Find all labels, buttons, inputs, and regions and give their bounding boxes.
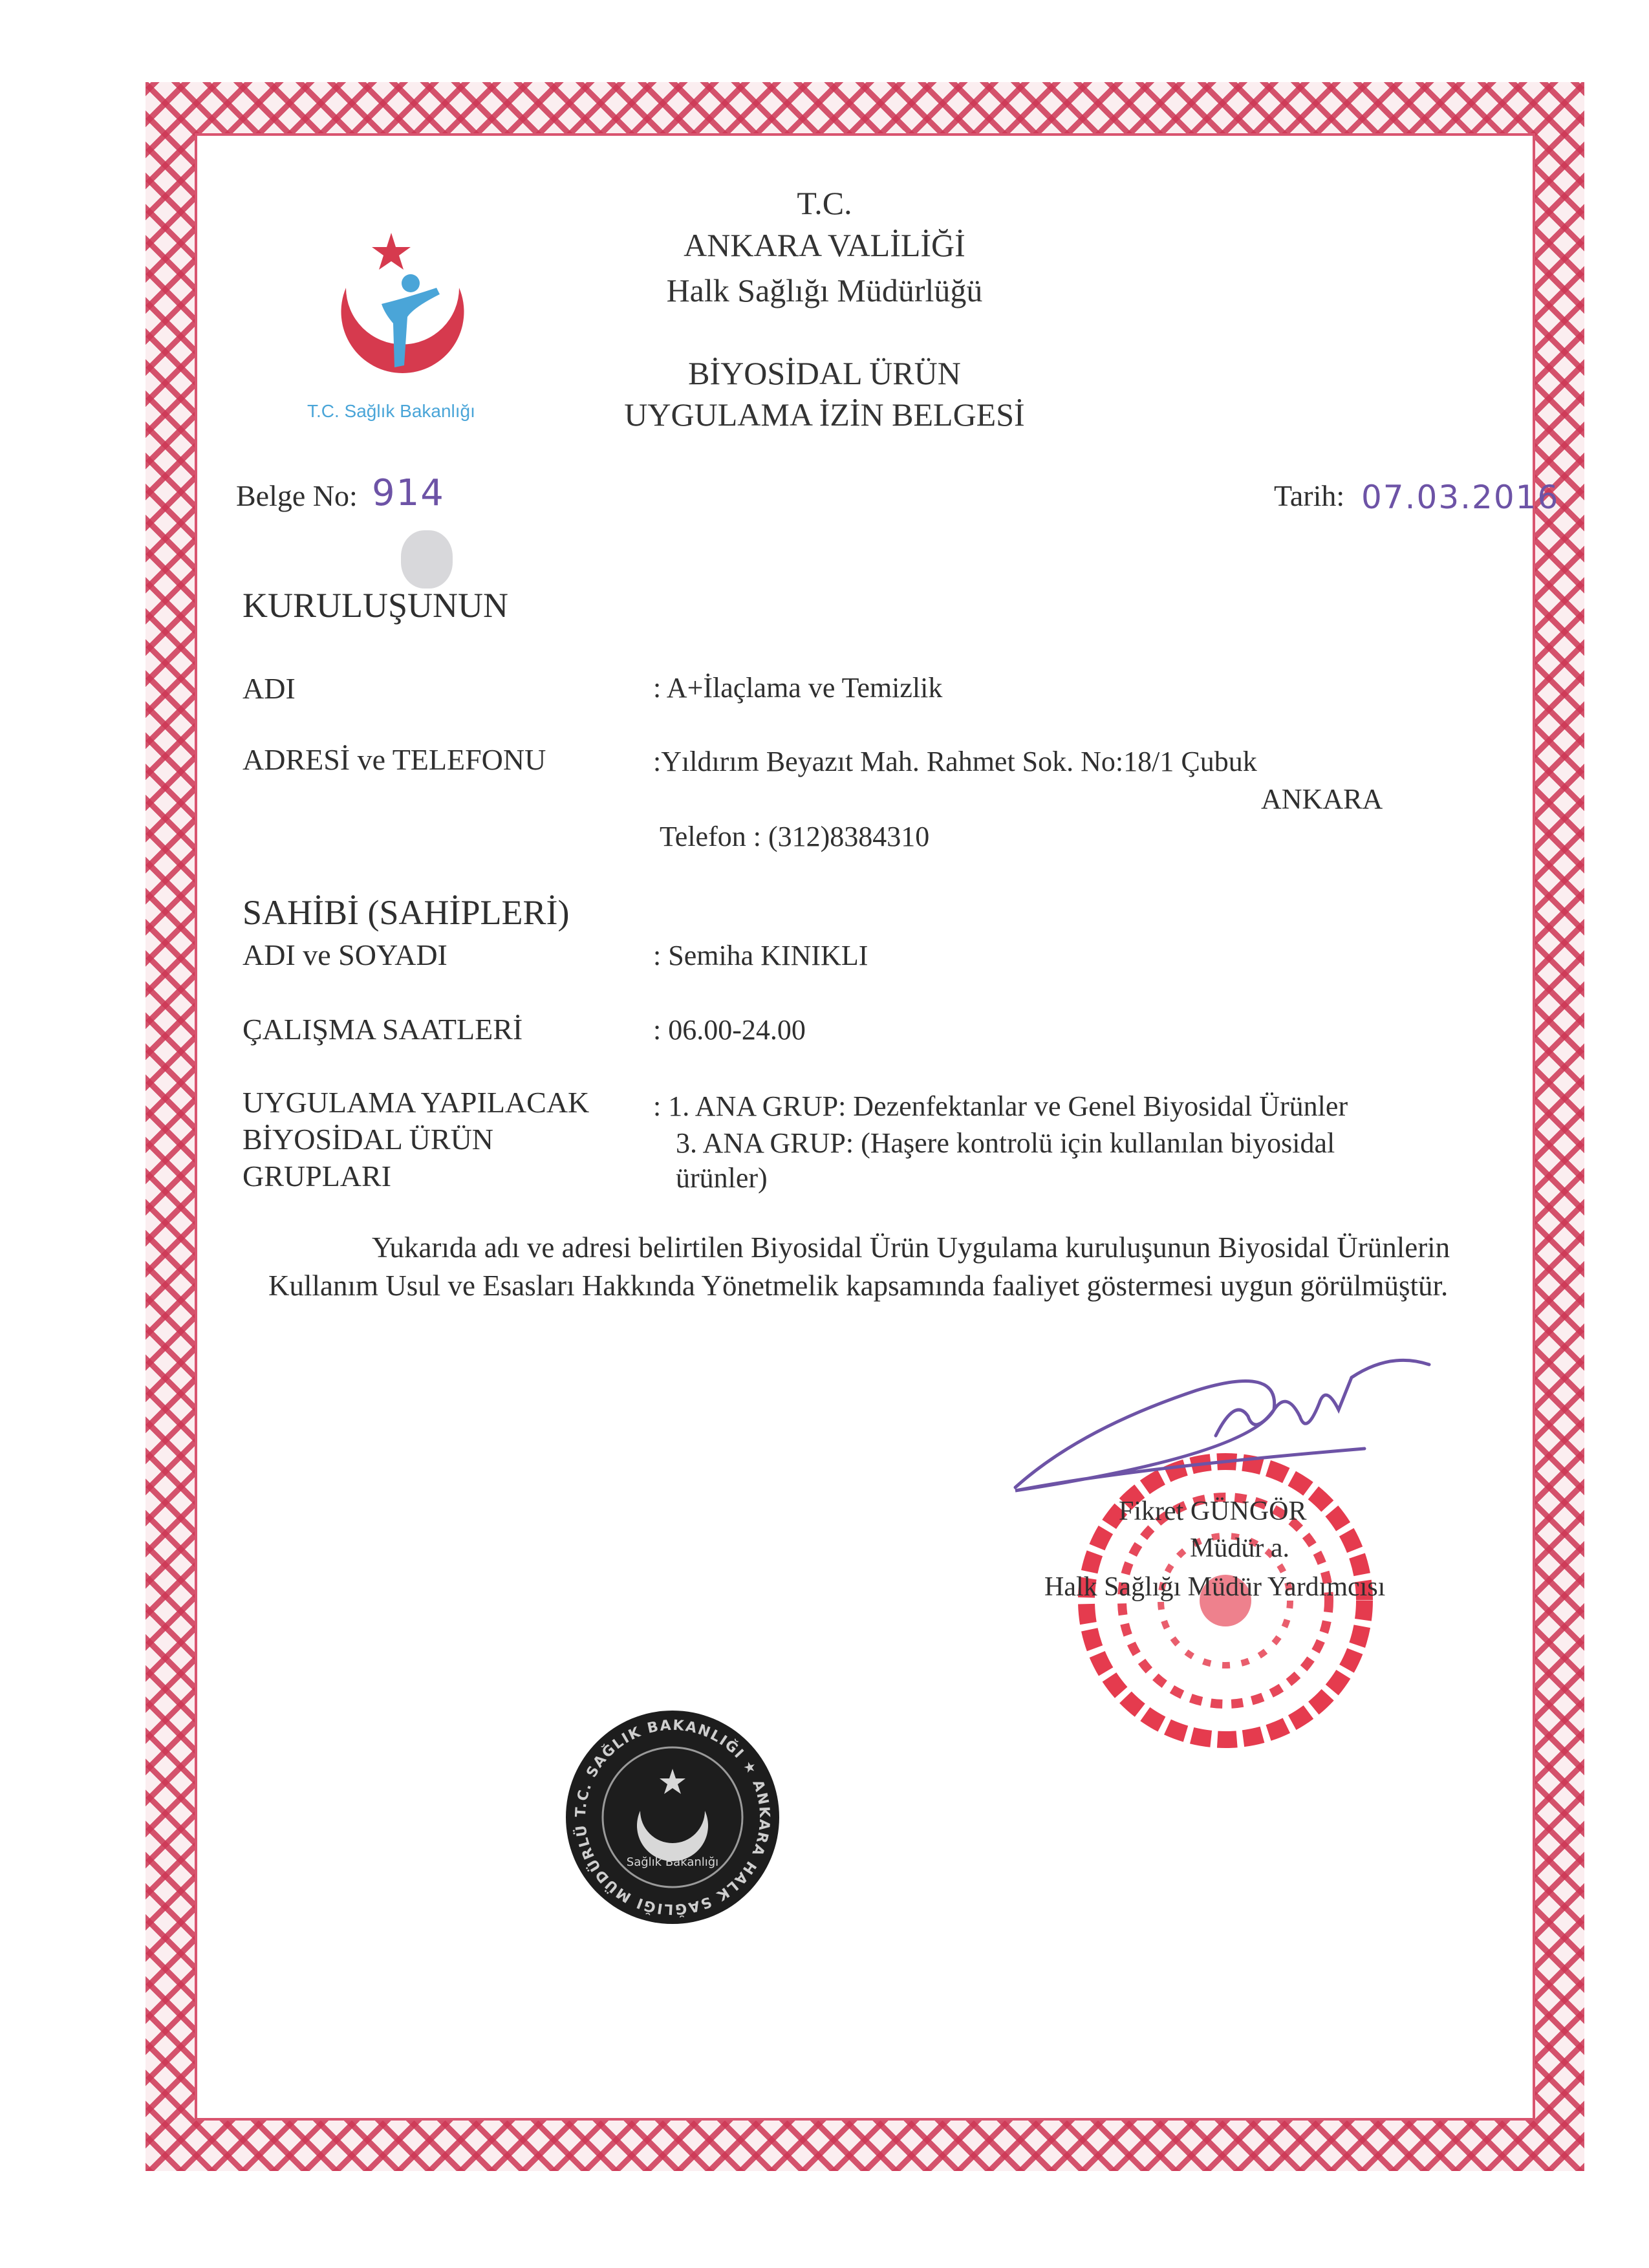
approval-paragraph [268, 1229, 1471, 1304]
signatory-role2: Halk Sağlığı Müdür Yardımcısı [1044, 1572, 1386, 1602]
grup-value-line3: ürünler) [676, 1162, 768, 1194]
adres-label: ADRESİ ve TELEFONU [242, 743, 546, 776]
header-tc: T.C. [797, 185, 852, 221]
handwritten-signature [1002, 1339, 1442, 1507]
telefon-value: Telefon : (312)8384310 [660, 821, 930, 852]
document-title-line1: BİYOSİDAL ÜRÜN [688, 355, 961, 391]
ink-smudge [401, 530, 453, 589]
signatory-name: Fikret GÜNGÖR [1119, 1496, 1307, 1526]
logo-caption: T.C. Sağlık Bakanlığı [307, 401, 475, 421]
adres-value: :Yıldırım Beyazıt Mah. Rahmet Sok. No:18/1 Çubuk [653, 746, 1257, 777]
calisma-saatleri-value: : 06.00-24.00 [653, 1014, 806, 1046]
tarih-value: 07.03.2016 [1361, 479, 1560, 516]
grup-value-line2: 3. ANA GRUP: (Haşere kontrolü için kullanılan biyosidal [676, 1127, 1335, 1159]
grup-label-line2: BİYOSİDAL ÜRÜN [242, 1123, 494, 1156]
adi-label: ADI [242, 672, 296, 705]
approval-text: Yukarıda adı ve adresi belirtilen Biyosidal Ürün Uygulama kuruluşunun Biyosidal Ürünlerin Kullanım Usul ve Esasları Hakkında Yönetmelik kapsamında faaliyet göstermesi uygun görülmüştür. [268, 1231, 1450, 1302]
signatory-role1: Müdür a. [1190, 1533, 1289, 1563]
seal-ring-text: T.C. SAĞLIK BAKANLIĞI ★ ANKARA HALK SAĞLIĞI MÜDÜRLÜ [572, 1717, 773, 1917]
seal-center-text: Sağlık Bakanlığı [626, 1855, 719, 1869]
calisma-saatleri-label: ÇALIŞMA SAATLERİ [242, 1013, 523, 1046]
belge-no-value: 914 [372, 472, 445, 514]
adres-city: ANKARA [1261, 783, 1383, 815]
grup-label-line3: GRUPLARI [242, 1160, 392, 1193]
tarih-label: Tarih: [1274, 479, 1345, 512]
grup-value-line1: : 1. ANA GRUP: Dezenfektanlar ve Genel Biyosidal Ürünler [653, 1090, 1348, 1122]
header-mudurluk: Halk Sağlığı Müdürlüğü [666, 272, 983, 308]
belge-no-label: Belge No: [236, 479, 358, 512]
signature-icon [1002, 1339, 1442, 1507]
grup-label-line1: UYGULAMA YAPILACAK [242, 1086, 590, 1119]
header-valilik: ANKARA VALİLİĞİ [684, 227, 965, 263]
adi-value: : A+İlaçlama ve Temizlik [653, 672, 943, 704]
adsoyad-value: : Semiha KINIKLI [653, 940, 868, 971]
sahibi-heading: SAHİBİ (SAHİPLERİ) [242, 893, 570, 932]
document-title-line2: UYGULAMA İZİN BELGESİ [624, 396, 1025, 433]
seal-icon [563, 1707, 782, 1927]
adsoyad-label: ADI ve SOYADI [242, 938, 447, 971]
embossed-seal [563, 1707, 782, 1927]
kurulus-heading: KURULUŞUNUN [242, 586, 509, 625]
